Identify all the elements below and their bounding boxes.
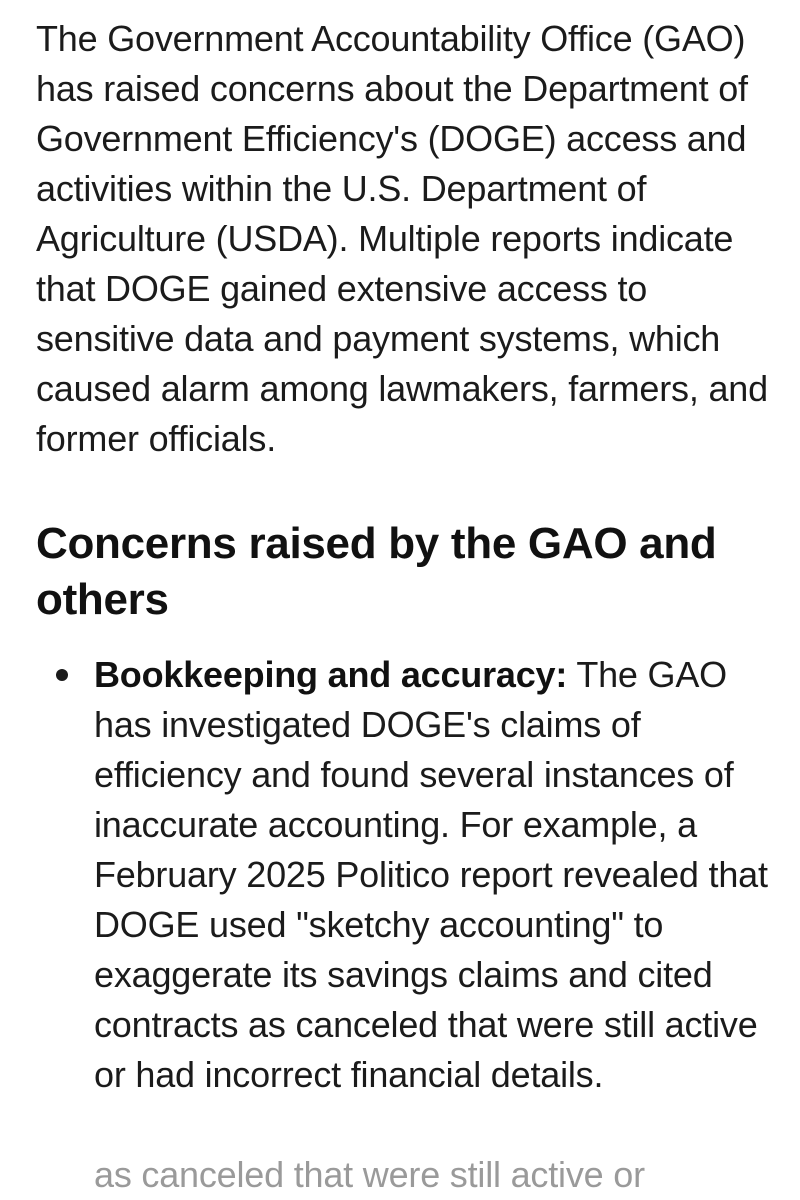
list-item [36, 650, 776, 1100]
bullet-text: The GAO has investigated DOGE's claims of efficiency and found several instances of inaccurate accounting. For example, a February 2025 Politico report revealed that DOGE used "sketchy accounting" to exaggerate its savings claims and cited contracts as canceled that were still active or had incorrect financial details. [94, 654, 768, 1095]
section-heading: Concerns raised by the GAO and others [36, 519, 717, 624]
concerns-list [36, 650, 776, 1100]
bullet-dot-icon [56, 669, 68, 681]
article-content [36, 14, 776, 1100]
intro-paragraph: The Government Accountability Office (GAO) has raised concerns about the Department of Government Efficiency's (DOGE) access and activities within the U.S. Department of Agriculture (USDA). Multiple reports indicate that DOGE gained extensive access to sensitive data and payment systems, which caused alarm among lawmakers, farmers, and former officials. [36, 18, 768, 459]
partially-visible-line [94, 1154, 784, 1200]
bullet-term: Bookkeeping and accuracy: [94, 654, 568, 695]
cutoff-text: as canceled that were still active or [94, 1154, 645, 1195]
